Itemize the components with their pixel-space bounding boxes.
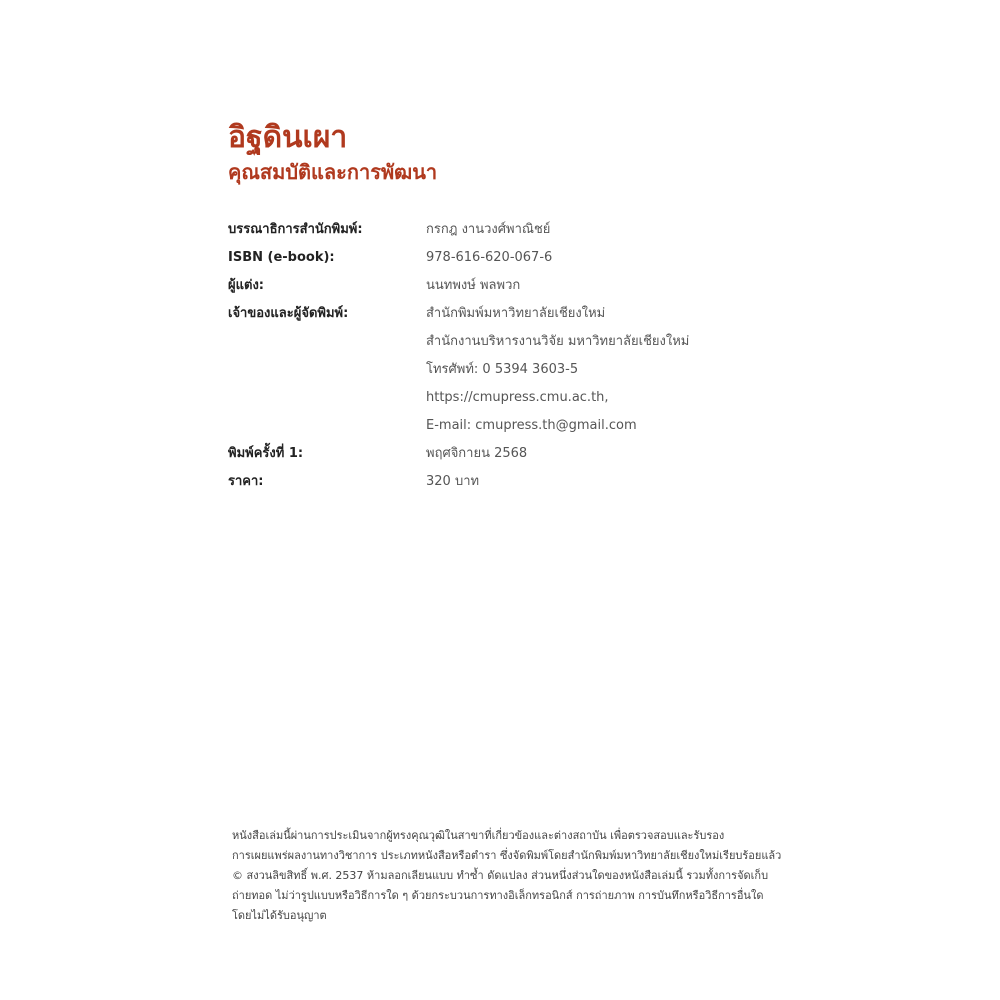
- info-row-publisher: [228, 300, 788, 440]
- notice-line: ถ่ายทอด ไม่ว่ารูปแบบหรือวิธีการใด ๆ ด้วยกระบวนการทางอิเล็กทรอนิกส์ การถ่ายภาพ การบันทึกหรือวิธีการอื่นใด: [232, 889, 764, 902]
- info-value-publisher-email: E-mail: cmupress.th@gmail.com: [426, 418, 637, 433]
- info-label-edition: พิมพ์ครั้งที่ 1:: [228, 446, 304, 461]
- book-title-block: [228, 118, 437, 186]
- info-row-price: [228, 468, 788, 496]
- info-value-price: 320 บาท: [426, 474, 480, 489]
- info-value-editor: กรกฎ งานวงศ์พาณิชย์: [426, 222, 551, 237]
- info-label-publisher: เจ้าของและผู้จัดพิมพ์:: [228, 306, 349, 321]
- notice-line: การเผยแพร่ผลงานทางวิชาการ ประเภทหนังสือหรือตำรา ซึ่งจัดพิมพ์โดยสำนักพิมพ์มหาวิทยาลัยเชียงใหม่เรียบร้อยแล้ว: [232, 849, 782, 862]
- book-subtitle: คุณสมบัติและการพัฒนา: [228, 160, 438, 184]
- info-value-isbn: 978-616-620-067-6: [426, 250, 553, 265]
- info-label-price: ราคา:: [228, 474, 264, 489]
- publication-info: [228, 216, 788, 496]
- info-row-isbn: [228, 244, 788, 272]
- info-value-edition: พฤศจิกายน 2568: [426, 446, 528, 461]
- notice-line: โดยไม่ได้รับอนุญาต: [232, 909, 327, 922]
- notice-line: หนังสือเล่มนี้ผ่านการประเมินจากผู้ทรงคุณวุฒิในสาขาที่เกี่ยวข้องและต่างสถาบัน เพื่อตรวจสอบและรับรอง: [232, 829, 725, 842]
- book-title: อิฐดินเผา: [228, 120, 348, 155]
- notice-line: © สงวนลิขสิทธิ์ พ.ศ. 2537 ห้ามลอกเลียนแบบ ทำซ้ำ ดัดแปลง ส่วนหนึ่งส่วนใดของหนังสือเล่มนี้ รวมทั้งการจัดเก็บ: [232, 869, 769, 882]
- info-label-editor: บรรณาธิการสำนักพิมพ์:: [228, 222, 363, 237]
- info-label-author: ผู้แต่ง:: [228, 278, 264, 293]
- info-value-publisher-name: สำนักพิมพ์มหาวิทยาลัยเชียงใหม่: [426, 306, 606, 321]
- info-label-isbn: ISBN (e-book):: [228, 250, 335, 265]
- info-row-author: [228, 272, 788, 300]
- copyright-notice: [232, 826, 782, 926]
- info-value-publisher-website: https://cmupress.cmu.ac.th,: [426, 390, 609, 405]
- info-value-author: นนทพงษ์ พลพวก: [426, 278, 521, 293]
- info-row-edition: [228, 440, 788, 468]
- info-value-publisher-office: สำนักงานบริหารงานวิจัย มหาวิทยาลัยเชียงใหม่: [426, 334, 690, 349]
- info-row-editor: [228, 216, 788, 244]
- info-value-publisher-phone: โทรศัพท์: 0 5394 3603-5: [426, 362, 579, 377]
